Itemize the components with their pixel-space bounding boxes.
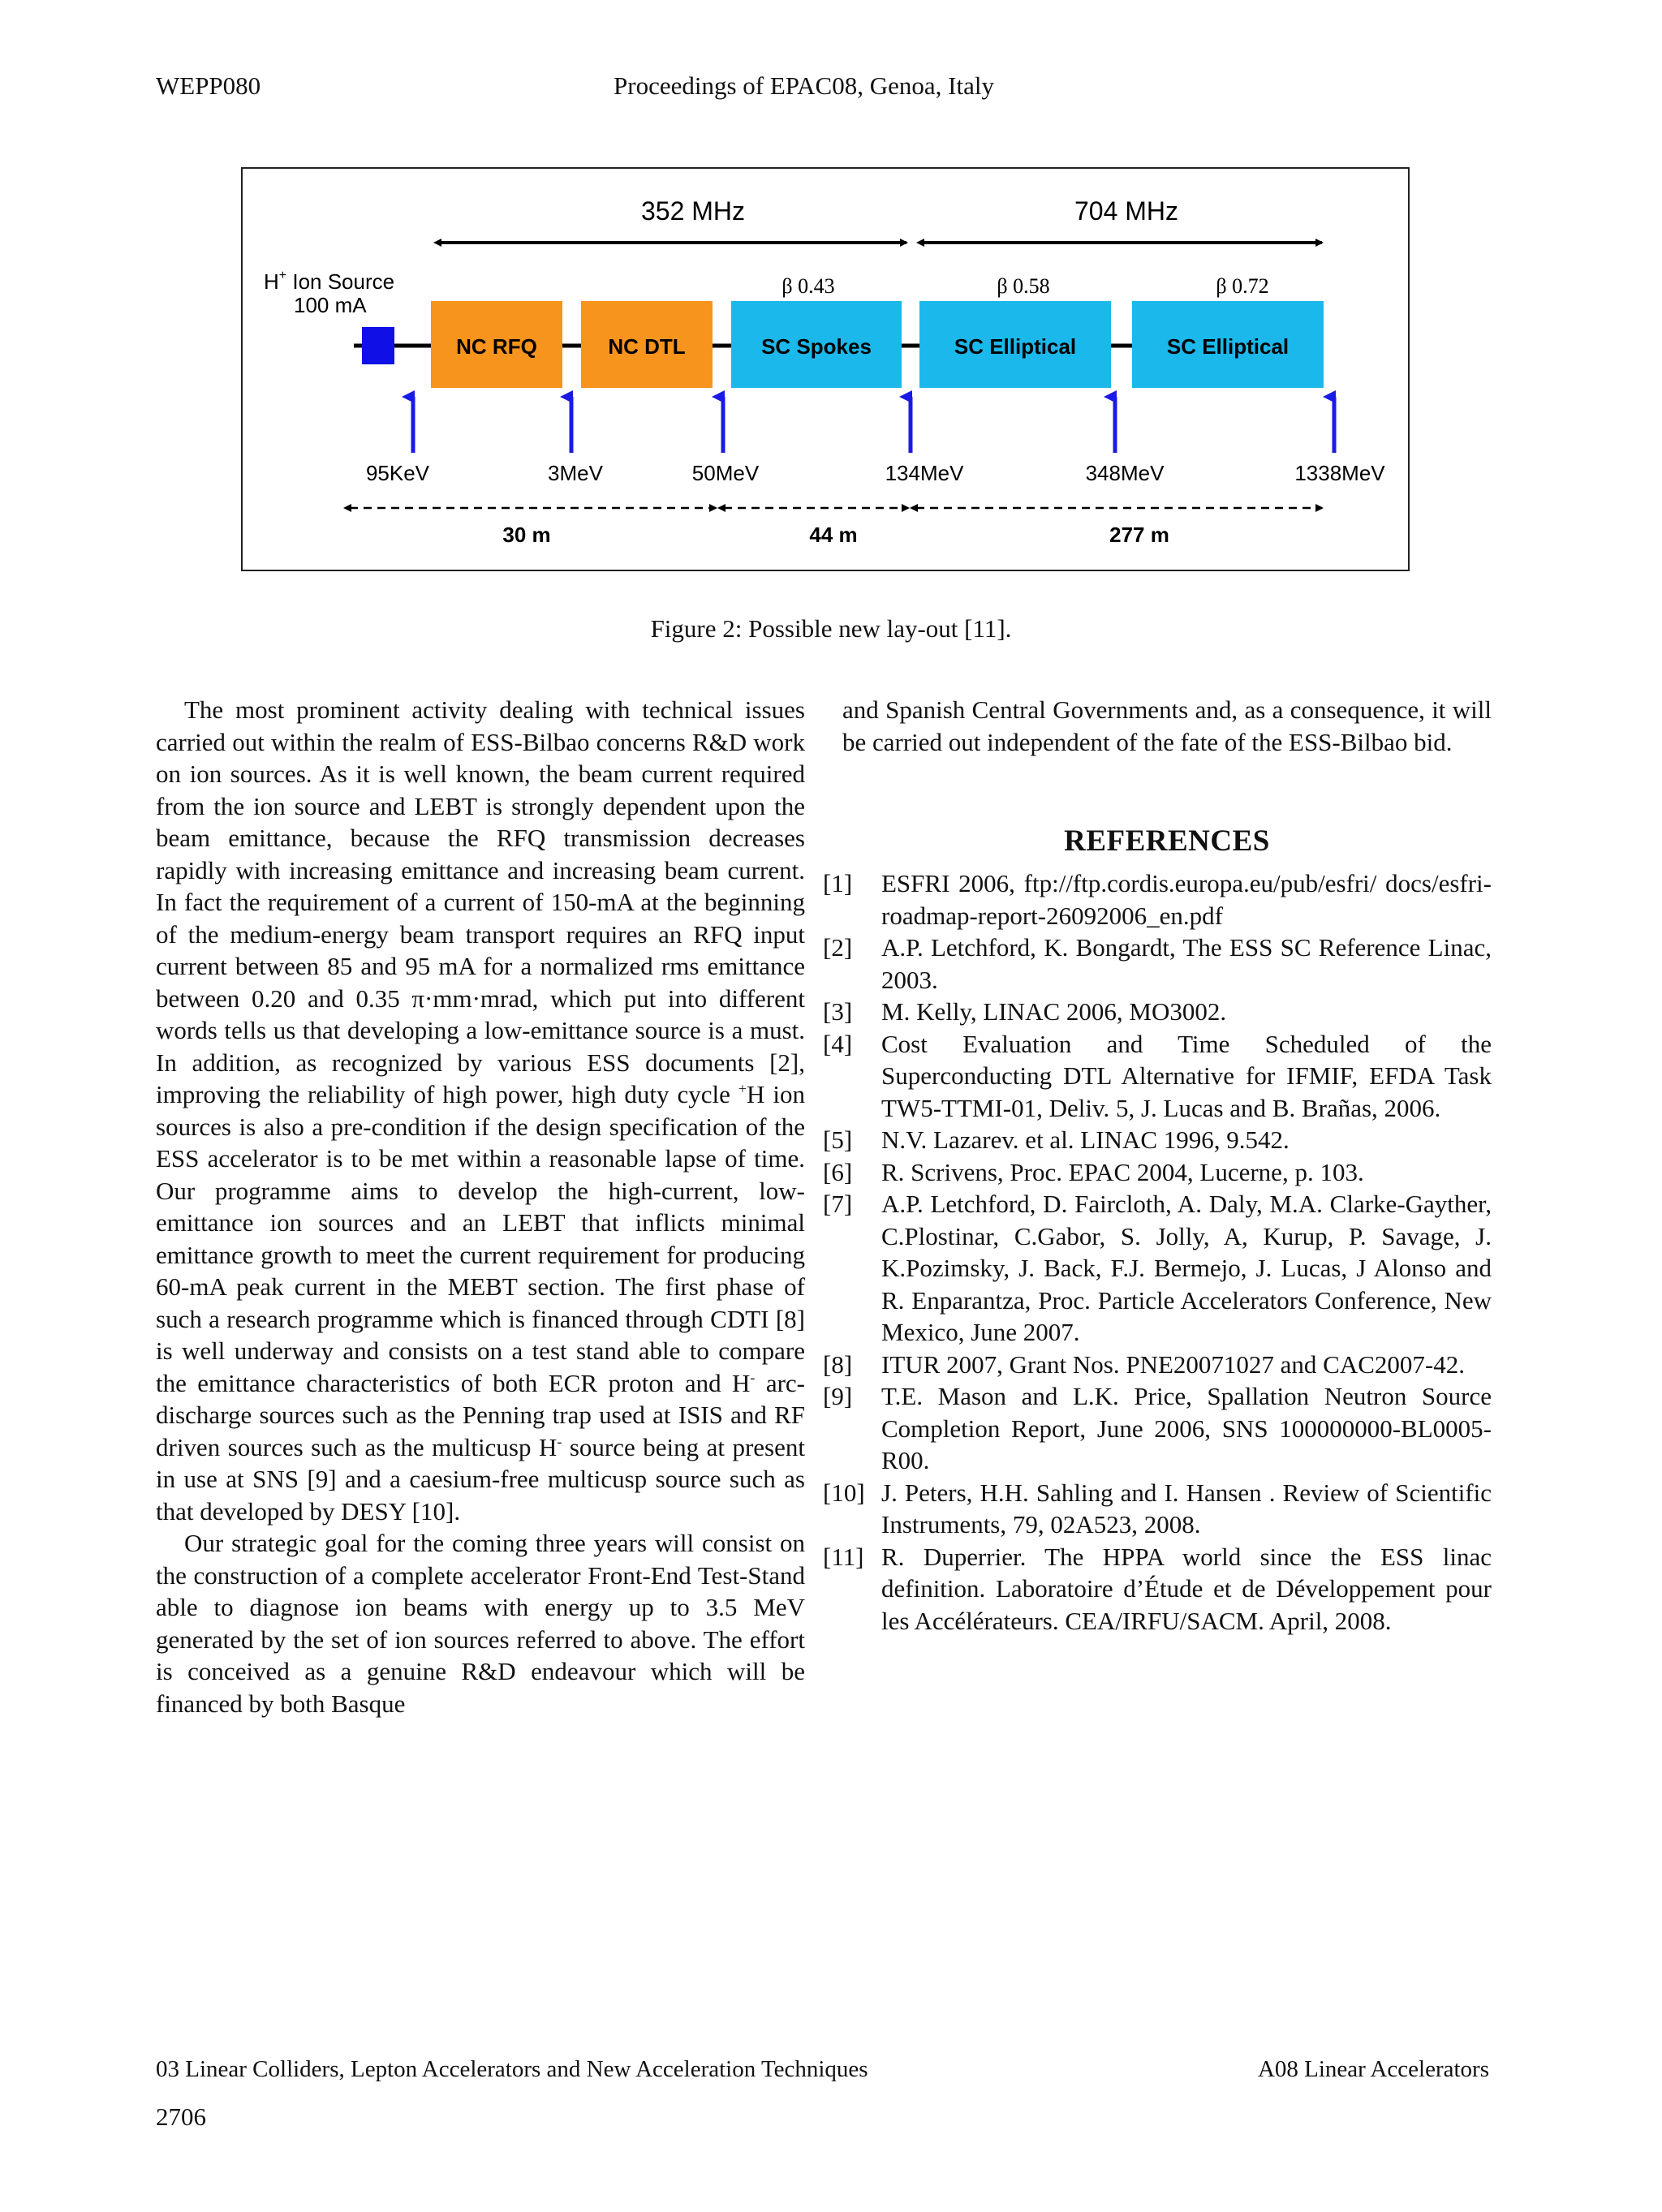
block-label-nc-rfq: NC RFQ (456, 334, 537, 359)
energy-label-2: 3MeV (548, 461, 603, 485)
energy-label-1: 95KeV (365, 461, 430, 485)
header-code: WEPP080 (156, 71, 261, 100)
reference-item: [1] ESFRI 2006, ftp://ftp.cordis.europa.eu/pub/esfri/ docs/esfri-roadmap-report-26092006_en.pdf (823, 869, 1492, 930)
body-paragraph-1: The most prominent activity dealing with technical issues carried out within the realm of ESS-Bilbao concerns R&D work on ion sources. As it is well known, the beam current required from the ion source and LEBT is strongly dependent upon the beam emittance, because the RFQ transmission decreases rapidly with increasing emittance and increasing beam current. In fact the requirement of a current of 150-mA at the beginning of the medium-energy beam transport requires an RFQ input current between 85 and 95 mA for a normalized rms emittance between 0.20 and 0.35 π·mm·mrad, which put into different words tells us that developing a low-emittance source is a must. In addition, as recognized by various ESS documents [2], improving the reliability of high power, high duty cycle +H ion sources is also a pre-condition if the design specification of the ESS accelerator is to be met within a reasonable lapse of time. Our programme aims to develop the high-current, low-emittance ion sources and an LEBT that inflicts minimal emittance growth to meet the current requirement for producing 60-mA peak current in the MEBT section. The first phase of such a research programme which is financed through CDTI [8] is well underway and consists on a test stand able to compare the emittance characteristics of both ECR proton and H- arc-discharge sources such as the Penning trap used at ISIS and RF driven sources such as the multicusp H- source being at present in use at SNS [9] and a caesium-free multicusp source such as that developed by DESY [10]. (156, 695, 806, 1526)
reference-item: [10] J. Peters, H.H. Sahling and I. Hansen . Review of Scientific Instruments, 79, 02A523, 2008. (823, 1478, 1492, 1539)
references-heading: REFERENCES (1064, 824, 1270, 858)
block-label-sc-elliptical-1: SC Elliptical (954, 334, 1077, 359)
beta-label-1: β 0.43 (781, 274, 835, 298)
reference-item: [2] A.P. Letchford, K. Bongardt, The ESS SC Reference Linac, 2003. (823, 933, 1492, 994)
energy-label-5: 348MeV (1085, 461, 1165, 485)
length-label-1: 30 m (502, 523, 551, 547)
ion-source-current: 100 mA (294, 293, 367, 317)
reference-item: [5] N.V. Lazarev. et al. LINAC 1996, 9.542. (823, 1125, 1290, 1154)
reference-item: [4] Cost Evaluation and Time Scheduled of the Superconducting DTL Alternative for IFMIF, EFDA Task TW5-TTMI-01, Deliv. 5, J. Lucas and B. Brañas, 2006. (823, 1029, 1492, 1122)
footer-right: A08 Linear Accelerators (1257, 2056, 1489, 2082)
length-label-2: 44 m (809, 523, 858, 547)
references-list (823, 867, 1492, 1637)
energy-label-4: 134MeV (885, 461, 964, 485)
figure-layout (241, 167, 1410, 571)
beta-label-3: β 0.72 (1216, 274, 1269, 298)
ion-source-label: H+ Ion Source (264, 269, 395, 294)
reference-item: [7] A.P. Letchford, D. Faircloth, A. Daly, M.A. Clarke-Gayther, C.Plostinar, C.Gabor, S. Jolly, A, Kurup, P. Savage, J. K.Pozimsky, J. Back, F.J. Bermejo, J. Lucas, J Alonso and R. Enparantza, Proc. Particle Accelerators Conference, New Mexico, June 2007. (823, 1190, 1492, 1346)
block-label-nc-dtl: NC DTL (608, 334, 686, 359)
reference-item: [8] ITUR 2007, Grant Nos. PNE20071027 and CAC2007-42. (823, 1349, 1465, 1379)
reference-item: [3] M. Kelly, LINAC 2006, MO3002. (823, 997, 1227, 1026)
reference-item: [11] R. Duperrier. The HPPA world since the ESS linac definition. Laboratoire d’Étude et de Développement pour les Accélérateurs. CEA/IRFU/SACM. April, 2008. (823, 1542, 1492, 1635)
reference-item: [9] T.E. Mason and L.K. Price, Spallation Neutron Source Completion Report, June 2006, SNS 100000000-BL0005-R00. (823, 1382, 1492, 1474)
block-label-sc-spokes: SC Spokes (761, 334, 872, 359)
body-paragraph-3: and Spanish Central Governments and, as a consequence, it will be carried out independent of the fate of the ESS-Bilbao bid. (842, 695, 1492, 756)
freq-352-label: 352 MHz (640, 196, 746, 226)
right-column (842, 694, 1492, 758)
block-label-sc-elliptical-2: SC Elliptical (1166, 334, 1290, 359)
linac-layout-diagram (243, 169, 1408, 570)
length-label-3: 277 m (1109, 523, 1169, 547)
ion-source-box (362, 327, 394, 364)
energy-label-6: 1338MeV (1294, 461, 1385, 485)
beta-label-2: β 0.58 (997, 274, 1050, 298)
figure-caption: Figure 2: Possible new lay-out [11]. (650, 614, 1012, 643)
left-column (156, 694, 805, 1719)
footer-left: 03 Linear Colliders, Lepton Accelerators and New Acceleration Techniques (156, 2056, 868, 2082)
freq-704-label: 704 MHz (1074, 196, 1179, 226)
reference-item: [6] R. Scrivens, Proc. EPAC 2004, Lucerne, p. 103. (823, 1157, 1364, 1186)
energy-label-3: 50MeV (691, 461, 760, 485)
page-number: 2706 (156, 2102, 206, 2131)
body-paragraph-2: Our strategic goal for the coming three years will consist on the construction of a complete accelerator Front-End Test-Stand able to diagnose ion beams with energy up to 3.5 MeV generated by the set of ion sources referred to above. The effort is conceived as a genuine R&D endeavour which will be financed by both Basque (156, 1529, 805, 1718)
header-proceedings: Proceedings of EPAC08, Genoa, Italy (614, 71, 994, 100)
